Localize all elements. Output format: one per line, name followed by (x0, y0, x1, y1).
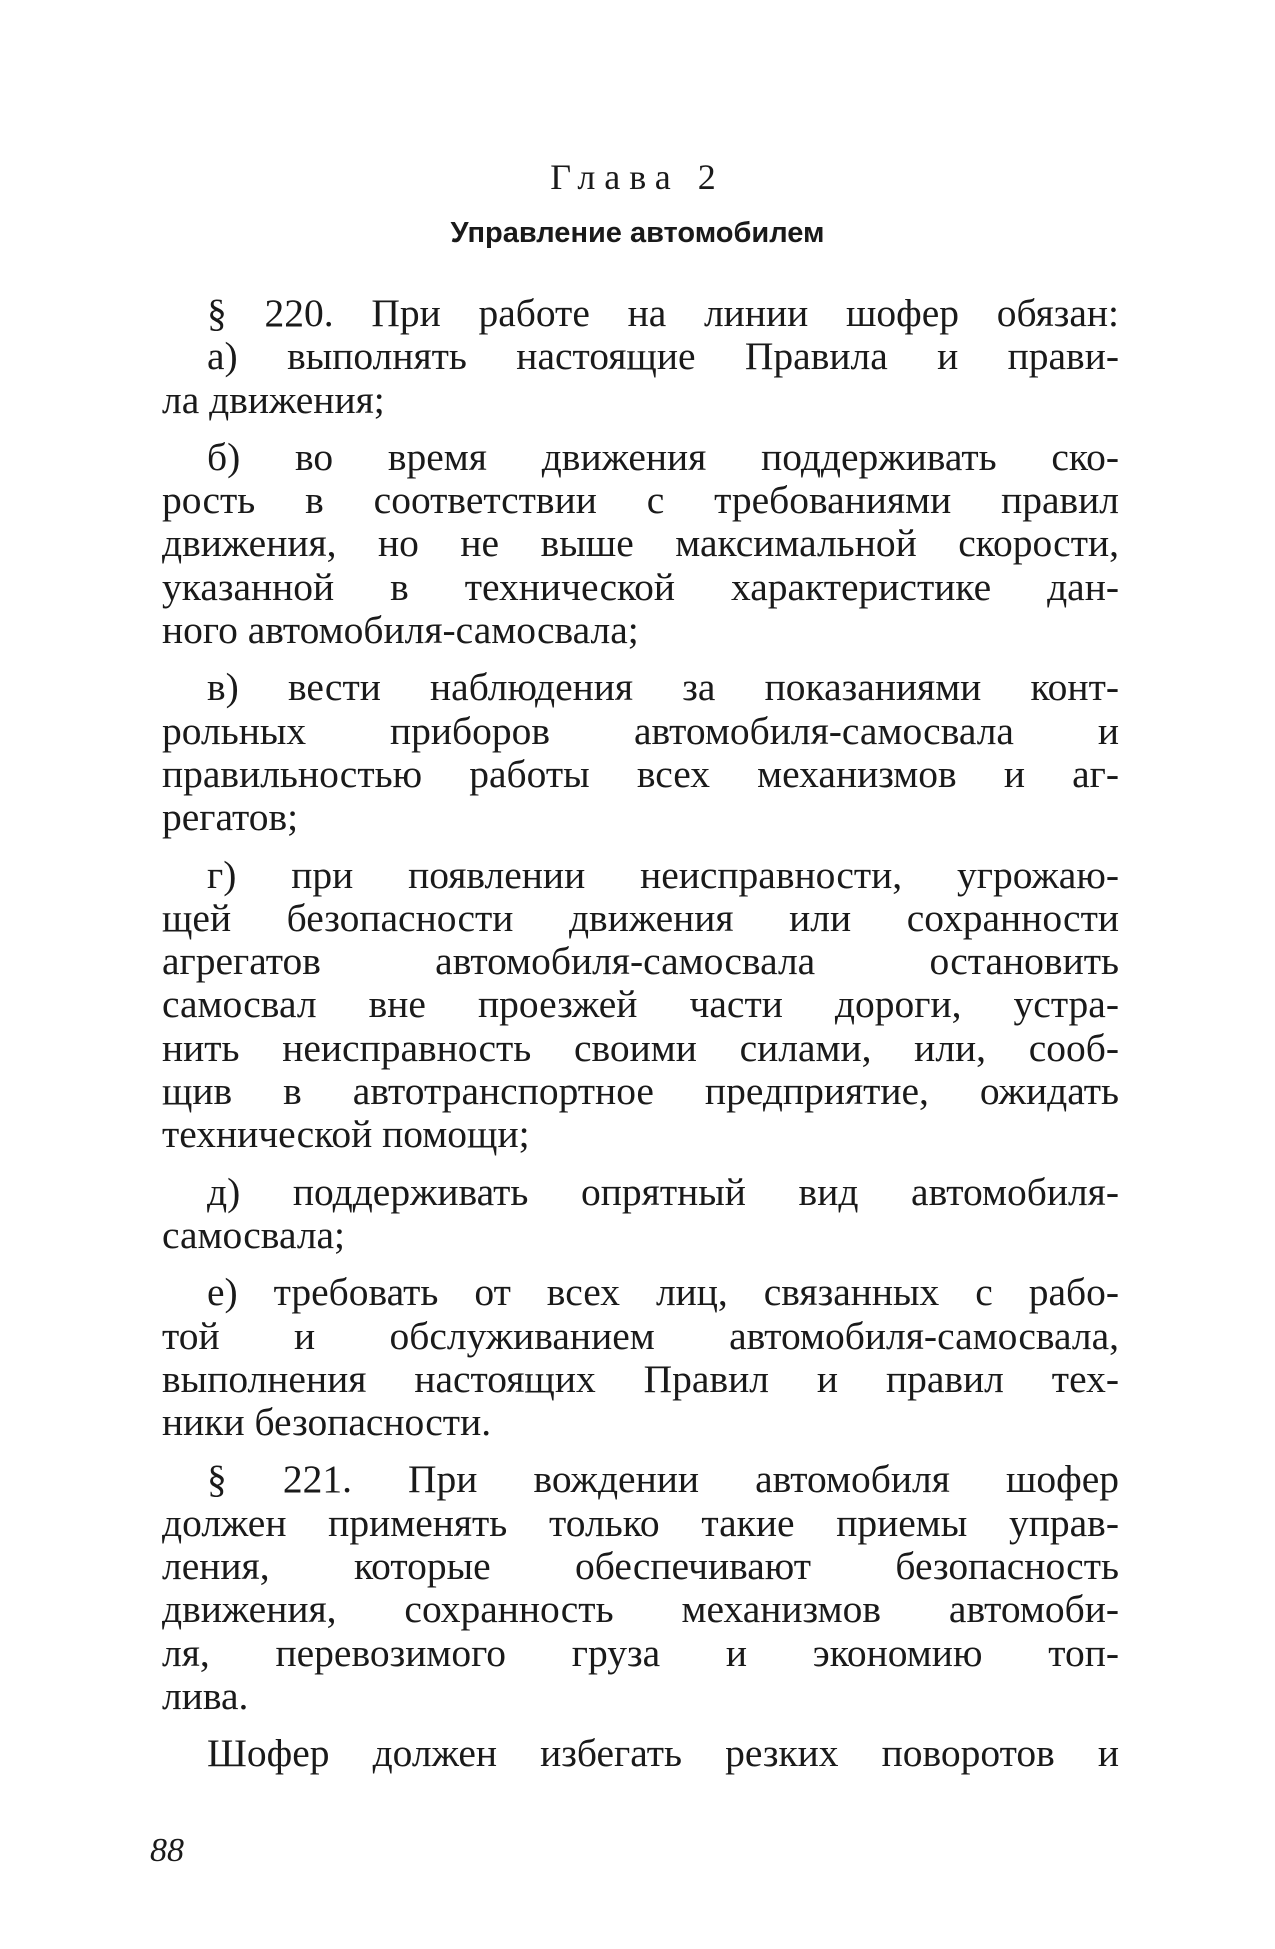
text-line: б) во время движения поддерживать ско- (207, 434, 1119, 479)
text-line: § 221. При вождении автомобиля шофер (207, 1457, 1119, 1502)
section-title: Управление автомобилем (450, 217, 825, 249)
paragraph-item-a (162, 335, 1119, 422)
chapter-heading: Глава 2 (550, 157, 725, 197)
text-line: щей безопасности движения или сохранности (162, 895, 1119, 940)
text-line: должен применять только такие приемы управ- (162, 1500, 1119, 1545)
text-line: а) выполнять настоящие Правила и прави- (207, 334, 1119, 379)
text-line: е) требовать от всех лиц, связанных с рабо- (207, 1270, 1119, 1315)
text-line: ники безопасности. (162, 1400, 492, 1445)
text-line: правильностью работы всех механизмов и аг- (162, 751, 1119, 796)
text-line: Шофер должен избегать резких поворотов и (207, 1731, 1119, 1776)
text-line: нить неисправность своими силами, или, сооб- (162, 1025, 1119, 1070)
text-line: ления, которые обеспечивают безопасность (162, 1544, 1119, 1589)
text-line: г) при появлении неисправности, угрожаю- (207, 852, 1119, 897)
text-line: д) поддерживать опрятный вид автомобиля- (207, 1169, 1119, 1214)
text-line: регатов; (162, 795, 299, 840)
page-number: 88 (150, 1832, 184, 1869)
text-line: щив в автотранспортное предприятие, ожидать (162, 1069, 1119, 1114)
paragraph-221 (162, 1458, 1119, 1718)
paragraph-item-g (162, 854, 1119, 1157)
text-line: лива. (162, 1673, 249, 1718)
text-line: движения, но не выше максимальной скорости, (162, 521, 1119, 566)
text-line: ного автомобиля-самосвала; (162, 608, 639, 653)
text-line: в) вести наблюдения за показаниями конт- (207, 665, 1119, 710)
paragraph-item-d (162, 1171, 1119, 1258)
text-line: самосвала; (162, 1212, 346, 1257)
text-line: § 220. При работе на линии шофер обязан: (207, 291, 1119, 335)
paragraph-220-intro (162, 292, 1119, 335)
paragraph-continuation (162, 1732, 1119, 1775)
text-line: указанной в технической характеристике дан- (162, 564, 1119, 609)
text-line: той и обслуживанием автомобиля-самосвала, (162, 1313, 1119, 1358)
text-line: рольных приборов автомобиля-самосвала и (162, 708, 1119, 753)
paragraph-item-v (162, 666, 1119, 839)
text-line: выполнения настоящих Правил и правил тех- (162, 1356, 1119, 1401)
text-line: технической помощи; (162, 1112, 530, 1157)
text-line: рость в соответствии с требованиями правил (162, 478, 1119, 523)
paragraph-item-b (162, 436, 1119, 652)
paragraph-item-e (162, 1271, 1119, 1444)
text-line: самосвал вне проезжей части дороги, устра- (162, 982, 1119, 1027)
text-line: движения, сохранность механизмов автомоби- (162, 1587, 1119, 1632)
text-line: ля, перевозимого груза и экономию топ- (162, 1630, 1119, 1675)
text-line: ла движения; (162, 377, 385, 422)
page-body (162, 292, 1119, 1776)
text-line: агрегатов автомобиля-самосвала остановить (162, 939, 1119, 984)
